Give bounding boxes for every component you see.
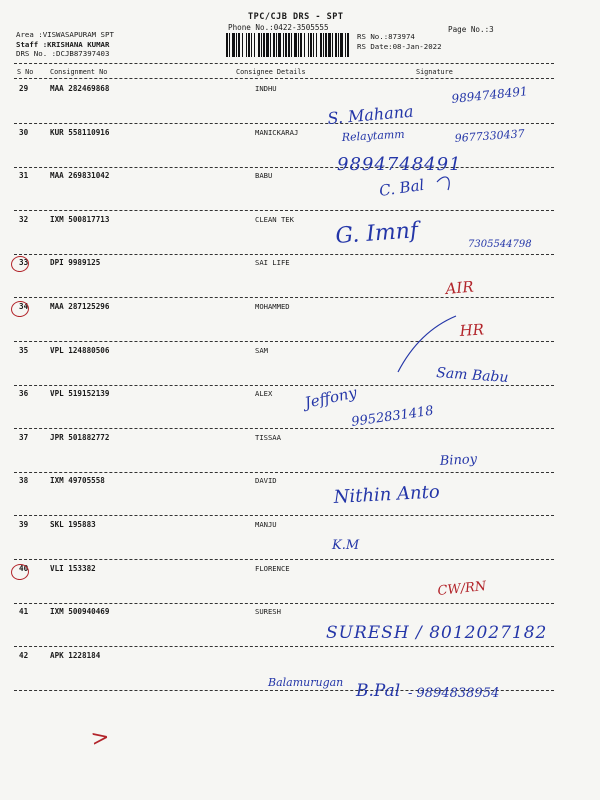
page-number: Page No.:3: [448, 25, 494, 34]
row-sno: 30: [19, 127, 29, 137]
row-sno: 36: [19, 389, 29, 399]
row-consignment-no: APK 1228184: [50, 650, 101, 660]
col-header-sno: S No: [17, 68, 34, 76]
row-sno: 39: [19, 520, 29, 529]
row-sno: 31: [19, 171, 29, 181]
signature-row-30-name: S. Mahana: [326, 101, 415, 128]
row-sno: 37: [19, 432, 29, 442]
signature-row-29: 9894748491: [450, 84, 529, 106]
row-consignment-no: SKL 195883: [50, 520, 96, 529]
row-sno: 34: [19, 302, 29, 311]
row-consignment-no: DPI 9989125: [50, 258, 101, 268]
signature-row-36-phone: 9952831418: [350, 403, 435, 430]
signature-row-42-sign: B.Pal: [356, 681, 401, 701]
rs-number: RS No.:873974: [357, 32, 415, 41]
drs-number: DRS No. :DCJB87397403: [16, 49, 110, 58]
signature-row-30-place: Relaytamm: [341, 127, 406, 144]
row-sno: 41: [19, 607, 29, 617]
row-consignment-no: IXM 500817713: [50, 214, 110, 224]
row-consignment-no: IXM 49705558: [50, 476, 105, 486]
row-consignment-no: MAA 287125296: [50, 302, 110, 311]
signature-row-30-phone-2: 9894748491: [337, 154, 462, 175]
row-sno: 29: [19, 84, 29, 93]
row-consignee: MOHAMMED: [255, 302, 290, 311]
row-consignment-no: VLI 153382: [50, 563, 96, 573]
signature-row-32-name: G. Imnf: [334, 218, 419, 249]
signature-row-38: Nithin Anto: [333, 481, 441, 508]
col-header-signature: Signature: [416, 68, 453, 76]
row-consignee: SAI LIFE: [255, 258, 290, 268]
pen-stroke: [398, 316, 456, 372]
row-consignee: MANJU: [255, 520, 277, 529]
row-consignee: SURESH: [255, 607, 281, 617]
area-label: Area :VISWASAPURAM SPT: [16, 30, 114, 39]
row-sno: 32: [19, 214, 29, 224]
signature-row-32-phone: 7305544798: [468, 239, 532, 250]
signature-row-39: K.M: [332, 538, 360, 553]
document-title: TPC/CJB DRS - SPT: [248, 12, 344, 22]
row-sno: 35: [19, 345, 29, 355]
row-consignment-no: MAA 282469868: [50, 84, 110, 93]
phone-number: Phone No.:0422-3505555: [228, 23, 329, 32]
rs-date: RS Date:08-Jan-2022: [357, 41, 442, 51]
row-sno: 40: [19, 563, 29, 573]
row-consignment-no: VPL 124880506: [50, 345, 110, 355]
red-mark-row-40: CW/RN: [436, 578, 488, 599]
row-consignee: BABU: [255, 171, 273, 181]
row-consignee: TISSAA: [255, 432, 281, 442]
row-sno: 42: [19, 650, 29, 660]
row-consignee: INDHU: [255, 84, 277, 93]
row-consignment-no: MAA 269831042: [50, 171, 110, 181]
red-mark-bottom: >: [89, 724, 112, 752]
row-sno: 38: [19, 476, 29, 486]
row-consignee: ALEX: [255, 389, 273, 399]
staff-label: Staff :KRISHANA KUMAR: [16, 39, 110, 49]
row-consignee: SAM: [255, 345, 268, 355]
signature-row-31: C. Bal: [378, 175, 426, 200]
pen-stroke-2: [437, 177, 449, 190]
row-consignment-no: VPL 519152139: [50, 389, 110, 399]
col-header-consignee: Consignee Details: [236, 68, 306, 76]
row-consignment-no: IXM 500940469: [50, 607, 110, 617]
row-consignee: CLEAN TEK: [255, 214, 294, 224]
row-consignee: MANICKARAJ: [255, 127, 299, 137]
red-mark-row-34: HR: [459, 320, 485, 340]
row-consignment-no: JPR 501882772: [50, 432, 110, 442]
row-consignee: FLORENCE: [255, 563, 290, 573]
row-sno: 33: [19, 258, 29, 268]
signature-row-36-name: Jeffony: [303, 383, 359, 412]
signature-row-35: Sam Babu: [435, 365, 509, 387]
signature-row-37: Binoy: [439, 452, 478, 469]
col-header-consignment: Consignment No: [50, 68, 108, 76]
row-consignment-no: KUR 558110916: [50, 127, 110, 137]
red-mark-row-33: AIR: [444, 277, 475, 298]
signature-row-42-name: Balamurugan: [268, 676, 344, 689]
row-consignee: DAVID: [255, 476, 277, 486]
signature-row-42-phone: - 9894838954: [408, 686, 500, 701]
signature-row-41: SURESH / 8012027182: [326, 623, 548, 643]
signature-row-30-phone: 9677330437: [454, 127, 526, 145]
